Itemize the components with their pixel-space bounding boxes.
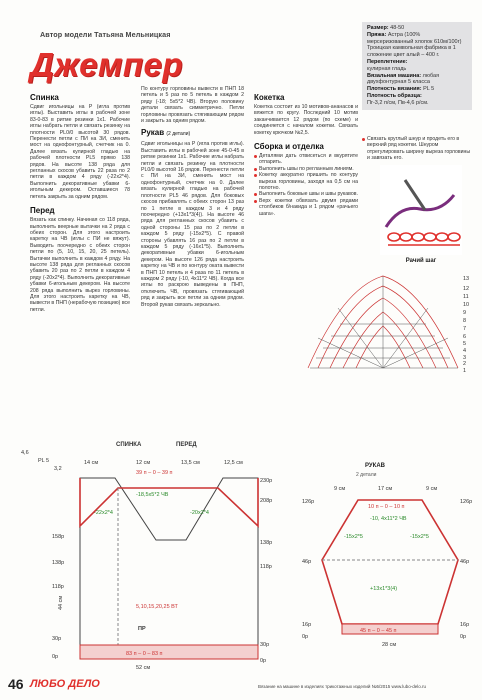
magazine-logo: ЛЮБО ДЕЛО	[30, 678, 100, 690]
machine-label: Вязальная машина:	[367, 72, 422, 79]
footer-text: Вязание на машине в изделиях трикотажных изделий №5/2015 www.lubo-delo.ru	[258, 684, 427, 689]
note-raglan-back: -22х2*4	[94, 510, 113, 516]
specs-box	[362, 22, 472, 110]
sleeve-top-dim: 9 см	[334, 486, 346, 492]
sleeve-row-marker: 16р	[460, 622, 470, 628]
dim-4-6: 4,6	[21, 450, 29, 456]
author-line: Автор модели Татьяна Мельницкая	[40, 30, 171, 39]
sleeve-subtitle: 2 детали	[356, 472, 377, 478]
height-label: 44 см	[58, 595, 64, 610]
note-raglan-front: -20х2*4	[190, 510, 209, 516]
sleeve-heading-note: (2 детали)	[166, 131, 191, 138]
back-heading: Спинка	[30, 93, 59, 102]
sleeve-row-marker: 46р	[460, 559, 470, 565]
assembly-item-cord: Связать круглый шнур и продеть его в верхний ряд кокетки. Шнуром отрегулировать ширину выреза горловины и завязать его.	[362, 136, 474, 162]
assembly-item: Верх кокетки обвязать двумя рядами столбиков б/накида и 1 рядом «рачьего шага».	[254, 198, 358, 217]
kokeka-text: Кокетка состоит из 10 мотивов-ананасов и вяжется по кругу. Последний 10 мотив заканчивается 12 рядом (по схеме) и соединяется с началом кокетки. Связать кокетку крючком №2,5.	[254, 104, 358, 136]
weave-value: кулирная гладь	[367, 65, 407, 72]
dim-12-5cm: 12,5 см	[224, 460, 243, 466]
assembly-heading: Сборка и отделка	[254, 142, 324, 152]
chart-row-label: 3	[463, 355, 467, 361]
chart-row-label: 4	[463, 348, 467, 354]
sleeve-top-dim: 17 см	[378, 486, 393, 492]
crab-stitch-illustration	[380, 165, 462, 255]
front-text: Вязать как спинку. Начиная со 118 ряда, выполнить веерные вытачки на 2 ряда с обеих сторон. Для этого настроить каретку на ЧВ (иглы с ПИ не вяжут). Выводить поочередно с обеих сторон петли по (5, 10, 15, 20, 25 петель). Вытачки выполнить в каждом 4 ряду. На высоте 138 ряда для регланных скосов убавить 20 раз по 2 петли в каждом 4 ряду (-20х2*4). Выполнить декоративные убавки 6-игольным декером. На высоте 208 ряда выполнить вырез горловины. Для этого настроить каретку на ЧВ, вывести в ПНП (нерабочую позицию) все петли.	[30, 217, 130, 313]
column-1	[30, 91, 130, 314]
row-marker: 138р	[52, 560, 65, 566]
row-marker: 30р	[52, 636, 62, 642]
back-text: Сдвиг игольницы на Р (игла против иглы). Выставить иглы в рабочей зоне 83-0-83 в ритме резинки 1х1. Рабочие иглы набрать петли и связать резинку на плотности PL0/0 высотой 30 рядов. Перенести петли с ПИ на ЗИ, сменить мост на однофонтурный, счетчик на 0. Далее вязать кулирной гладью на рабочей плотности PL5 прямо 138 рядов. На высоте 138 ряда для регланных скосов убавить 22 раза по 2 петли в каждом 4 ряду (-22х2*4). Выполнить декоративные убавки 6-игольным декером. Оставшиеся 78 петель закрыть за одним рядом.	[30, 104, 130, 200]
row-marker: 138р	[260, 540, 273, 546]
machine-value: любая двухфонтурная 5 класса	[367, 72, 440, 86]
sleeve-width: 28 см	[382, 642, 397, 648]
chart-row-label: 8	[463, 318, 467, 324]
row-marker: 118р	[260, 564, 272, 570]
dim-13-5cm: 13,5 см	[181, 460, 200, 466]
crab-stitch-caption: Рачий шаг	[405, 258, 437, 264]
dim-3-2: 3,2	[54, 466, 62, 472]
page-title: Джемпер	[30, 46, 184, 83]
label-pr: ПР	[138, 626, 146, 632]
chart-row-label: 9	[463, 310, 467, 316]
sleeve-row-marker: 0р	[460, 634, 467, 640]
dim-12cm: 12 см	[136, 460, 151, 466]
row-marker: 0р	[260, 658, 267, 664]
row-marker: 208р	[260, 498, 273, 504]
size-value: 48-50	[390, 25, 405, 31]
sleeve-row-marker: 46р	[302, 559, 312, 565]
sleeve-note: -15х2*5	[410, 534, 429, 540]
note-darts: 5,10,15,20,25 ВТ	[136, 604, 178, 610]
chart-row-label: 2	[463, 361, 467, 367]
kokeka-heading: Кокетка	[254, 93, 285, 102]
chart-row-label: 11	[463, 294, 469, 300]
pineapple-crochet-chart	[298, 268, 478, 376]
row-marker: 0р	[52, 654, 59, 660]
column-2	[141, 86, 244, 309]
chart-row-numbers	[463, 276, 469, 374]
assembly-item: Выполнить боковые швы и швы рукавов.	[254, 191, 358, 197]
assembly-item: Выполнить швы по регланным линиям.	[254, 166, 358, 172]
row-marker: 158р	[52, 534, 65, 540]
row-marker: 30р	[260, 642, 270, 648]
sleeve-row-marker: 16р	[302, 622, 312, 628]
dim-39-stitches: 39 п – 0 – 39 п	[136, 470, 173, 476]
chart-row-label: 7	[463, 326, 467, 332]
raglan-lines	[80, 478, 258, 526]
width-label: 52 см	[136, 665, 151, 671]
front-heading: Перед	[30, 206, 55, 216]
sleeve-text: Сдвиг игольницы на Р (игла против иглы). Выставить иглы в рабочей зоне 45-0-45 в ритме резинки 1х1. Рабочие иглы набрать петли и связать резинку на плотности PL0/0 высотой 16 рядов. Перенести петли с ПИ на ЗИ, сменить мост на однофонтурный, счетчик на 0. Далее вязать кулирной гладью на рабочей плотности PL5 46 рядов. Для боковых скосов прибавлять с обеих сторон 13 раз по 1 петле в каждом 3 и 4 ряду поочередно (+13х1*3(4)). На высоте 46 ряда для регланных скосов убавить с одной стороны 15 раз по 2 петли в каждом 5 ряду (-15х2*5). С правой стороны убавлять 16 раз по 2 петли в каждом 5 ряду (-16х1*5). Выполнить декоративные убавки 6-игольным декером. На высоте 126 ряда настроить каретку на ЧВ и по контуру оката вывести в ПНП 10 петель и 4 раза по 11 петель в каждом 2 ряду (-10, 4х11*2 ЧВ). Когда все иглы по раскрою выведены в ПНП, отключить ЧВ, провязать стягивающий ряд и закрыть все петли за одним рядом. Второй рукав связать зеркально.	[141, 141, 244, 308]
chart-row-label: 6	[463, 334, 467, 340]
page-number: 46	[8, 676, 24, 692]
weave-label: Переплетение:	[367, 58, 408, 65]
chart-row-label: 12	[463, 286, 470, 292]
sleeve-note: -10, 4х11*2 ЧВ	[370, 516, 407, 522]
sleeve-bottom-stitches: 45 п – 0 – 45 п	[360, 628, 397, 634]
sleeve-row-marker: 0р	[302, 634, 309, 640]
label-back: СПИНКА	[116, 442, 142, 448]
sleeve-pattern-diagram	[300, 478, 480, 648]
sleeve-title: РУКАВ	[365, 463, 385, 469]
sleeve-top-stitches: 10 п – 0 – 10 п	[368, 504, 405, 510]
note-bottom-stitches: 83 п – 0 – 83 п	[126, 651, 163, 657]
dim-pl5: PL 5	[38, 458, 50, 464]
rib-band	[80, 645, 258, 659]
sleeve-top-dim: 9 см	[426, 486, 438, 492]
yarn-value: Астра (100% мерсеризованный хлопок 610м/100г) Троицкая камвольная фабрика в 1 сложение цвет алый – 400 г.	[367, 31, 462, 59]
row-marker: 230р	[260, 478, 273, 484]
assembly-item: Кокетку аккуратно пришить по контуру выреза горловины, заходя на 0,5 см на полотно.	[254, 172, 358, 191]
chart-row-label: 10	[463, 302, 470, 308]
body-pattern-diagram	[18, 440, 294, 672]
size-label: Размер:	[367, 25, 389, 31]
sleeve-heading: Рукав	[141, 128, 165, 138]
label-front: ПЕРЕД	[176, 442, 197, 448]
density-value: PL 5	[423, 86, 435, 93]
assembly-tail	[362, 136, 474, 162]
chart-row-label: 1	[463, 368, 467, 374]
sample-label: Плотность образца:	[367, 92, 422, 99]
yarn-label: Пряжа:	[367, 31, 387, 38]
chart-row-label: 5	[463, 341, 467, 347]
sleeve-row-marker: 126р	[460, 499, 473, 505]
assembly-item: Деталями дать отвисеться и вкурятите отпарить.	[254, 153, 358, 166]
assembly-list	[254, 153, 358, 217]
dim-14cm: 14 см	[84, 460, 99, 466]
sample-value: Пг-3,2 п/см, Пв-4,6 р/см.	[367, 99, 429, 106]
note-neck: -18,5х5*2 ЧВ	[136, 492, 169, 498]
neckline-text: По контуру горловины вывести в ПНП 18 петель и 5 раз по 5 петель в каждом 2 ряду (-18; 5х5*2 ЧВ). Вторую половину детали связать симметрично. Петли горловины провязать стягивающим рядом и закрыть за одним рядом.	[141, 86, 244, 125]
row-marker: 118р	[52, 584, 64, 590]
density-label: Плотность вязания:	[367, 86, 422, 93]
sleeve-row-marker: 126р	[302, 499, 315, 505]
chart-row-label: 13	[463, 276, 470, 282]
sleeve-note: +13х1*3(4)	[370, 586, 398, 592]
sleeve-note: -15х2*5	[344, 534, 363, 540]
garment-outline	[80, 478, 258, 645]
column-3	[254, 91, 358, 217]
